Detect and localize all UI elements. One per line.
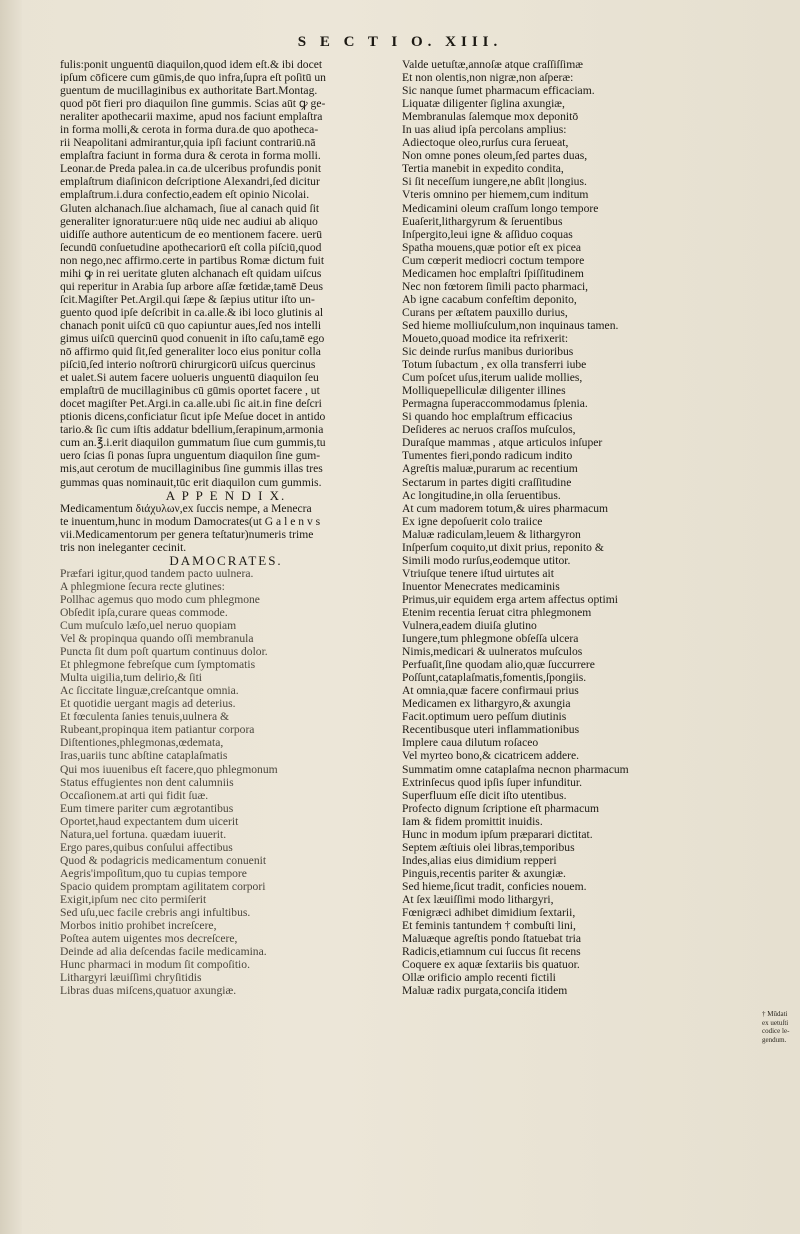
margin-note-line: † Mūdati (762, 1010, 788, 1018)
text-line: ptionis dicens,conficiatur ſicut ipſe Meſue docet in antido (60, 410, 326, 424)
text-line: guento quod ipſe deſcribit in ca.alle.& ibi loco glutinis al (60, 305, 324, 319)
text-line: uidiſſe authore autenticum de eo mentionem facere. uerū (60, 227, 323, 241)
binding-edge (0, 0, 22, 1234)
text-line: generaliter ignoratur:uere nūq uide nec audiui ab aliquo (60, 214, 318, 228)
poem-line: Si quando hoc emplaſtrum efficacius (402, 410, 573, 424)
poem-line: Non omne pones oleum,ſed partes duas, (402, 149, 588, 163)
poem-line: Puncta ſit dum poſt quartum continuus dolor. (60, 645, 268, 659)
text-line: piſciū,ſed interio noſtrorū chirurgicorū uiſcus quercinus (60, 358, 316, 372)
poem-line: Tumentes fieri,pondo radicum indito (402, 449, 573, 463)
poem-line: Liquatæ diligenter ſiglina axungiæ, (402, 97, 565, 111)
poem-line: Perfuaſit,ſine quodam alio,quæ ſuccurrere (402, 658, 595, 672)
poem-line: At omnia,quæ facere confirmaui prius (402, 684, 579, 698)
poem-line: Sic nanque ſumet pharmacum efficaciam. (402, 84, 595, 98)
text-line: rii Neapolitani admirantur,quia ipſi faciunt contrariū.nā (60, 136, 316, 150)
poem-line: Duraſque mammas , atque articulos inſuper (402, 436, 603, 450)
poem-line: Recentibusque uteri inflammationibus (402, 723, 580, 737)
poem-line: Occaſionem.at arti qui fidit ſuæ. (60, 788, 209, 802)
appendix-line: vii.Medicamentorum per genera teſtatur)numeris trime (60, 527, 314, 541)
text-line: ipſum cōficere cum gūmis,de quo infra,ſupra eſt poſitū un (60, 71, 326, 85)
text-line: et ualet.Si autem facere uolueris unguentū diaquilon ſeu (60, 371, 319, 385)
text-line: qui reperitur in Arabia ſup arbore aſſæ fœtidæ,tamē Deus (60, 279, 324, 293)
poem-line: Euaſerit,lithargyrum & ſeruentibus (402, 214, 563, 228)
poem-line: Nec non fœtorem ſimili pacto pharmaci, (402, 279, 589, 293)
poem-line: Rubeant,propinqua item patiantur corpora (60, 723, 255, 737)
poem-line: Implere caua dilutum roſaceo (402, 736, 539, 750)
poem-line: At ſex læuiſſimi modo lithargyri, (402, 893, 554, 906)
damocrates-heading: DAMOCRATES. (169, 553, 283, 567)
poem-line: Quod & podagricis medicamentum conuenit (60, 853, 267, 867)
poem-line: Libras duas miſcens,quatuor axungiæ. (60, 984, 237, 998)
poem-line: Cum muſculo læſo,uel neruo quopiam (60, 619, 237, 633)
poem-line: Sic deinde rurſus manibus durioribus (402, 345, 574, 359)
poem-line: Poſſunt,cataplaſmatis,fomentis,ſpongiis. (402, 671, 587, 685)
left-column (60, 58, 392, 997)
poem-line: At cum madorem totum,& uires pharmacum (402, 501, 609, 515)
poem-line: Fœnigræci adhibet dimidium ſextarii, (402, 906, 576, 920)
poem-line: Radicis,etiamnum cui ſuccus ſit recens (402, 945, 581, 959)
poem-line: Molliquepelliculæ diligenter illines (402, 384, 566, 398)
poem-line: Spacio quidem promptam agilitatem corpori (60, 879, 266, 893)
poem-line: Permagna ſuperaccommodamus ſplenia. (402, 397, 588, 411)
right-column-text (402, 58, 760, 997)
poem-line: Eum timere pariter cum ægrotantibus (60, 801, 234, 815)
poem-line: Summatim omne cataplaſma necnon pharmacum (402, 762, 629, 776)
poem-line: Hunc in modum ipſum præparari dictitat. (402, 827, 593, 841)
poem-line: Profecto dignum ſcriptione eſt pharmacum (402, 801, 600, 815)
poem-line: A phlegmione ſecura recte glutines: (60, 579, 225, 593)
poem-line: Medicamini oleum craſſum longo tempore (402, 201, 599, 215)
margin-note (762, 1010, 800, 1044)
poem-line: Aegris'impoſitum,quo tu cupias tempore (60, 866, 247, 880)
poem-line: Pinguis,recentis pariter & axungiæ. (402, 866, 566, 880)
poem-line: Qui mos iuuenibus eſt facere,quo phlegmonum (60, 762, 278, 776)
poem-line: Ergo pares,quibus conſului affectibus (60, 840, 233, 854)
poem-line: Deinde ad alia deſcendas facile medicamina. (60, 945, 267, 959)
poem-line: Coquere ex aquæ ſextariis bis quatuor. (402, 958, 580, 972)
running-head: S E C T I O. XIII. (297, 34, 503, 50)
poem-line: Pollhac agemus quo modo cum phlegmone (60, 592, 260, 606)
poem-line: Vel & propinqua quando oſſi membranula (60, 632, 254, 646)
poem-line: Ab igne cacabum confeſtim deponito, (402, 292, 577, 306)
poem-line: Etenim recentia ſeruat citra phlegmonem (402, 605, 592, 619)
poem-line: Nimis,medicari & uulneratos muſculos (402, 645, 583, 659)
poem-line: Tertia manebit in expedito condita, (402, 162, 564, 176)
text-line: quod pōt fieri pro diaquilon ſine gummis. Scias aūt ꝙ ge- (60, 97, 326, 111)
text-line: nō affirmo quid ſit,ſed generaliter loco eius ponitur colla (60, 345, 321, 359)
poem-line: Facit.optimum uero peſſum diutinis (402, 710, 567, 724)
text-line: emplaſtrum.i.dura confectio,eadem eſt opinio Nicolai. (60, 188, 310, 202)
poem-line: Et fœculenta ſanies tenuis,uulnera & (60, 710, 230, 724)
poem-line: Inuentor Menecrates medicaminis (402, 579, 560, 593)
text-line: non nego,nec affirmo.certe in partibus Romæ dictum fuit (60, 253, 325, 267)
text-line: Gluten alchanach.ſiue alchamach, ſiue al canach quid ſit (60, 201, 320, 215)
poem-line: Et phlegmone febreſque cum ſymptomatis (60, 658, 256, 672)
poem-line: Inſperſum coquito,ut dixit prius, reponito & (402, 540, 604, 554)
text-line: guentum de mucillaginibus ex authoritate Bart.Montag. (60, 84, 318, 98)
poem-line: Et non olentis,non nigræ,non aſperæ: (402, 71, 574, 85)
margin-note-line: ex uetuſti (762, 1018, 789, 1027)
poem-line: Præfari igitur,quod tandem pacto uulnera. (60, 566, 254, 580)
poem-line: Membranulas ſalemque mox deponitō (402, 110, 579, 124)
poem-line: Primus,uir equidem erga artem affectus optimi (402, 592, 618, 606)
text-line: ſecundū conſuetudine apothecariorū eſt colla piſciū,quod (60, 240, 322, 254)
poem-line: Vtriuſque tenere iſtud uirtutes ait (402, 566, 554, 580)
left-column-text (60, 58, 392, 489)
poem-line: Vulnera,eadem diuiſa glutino (402, 619, 537, 633)
text-line: fulis:ponit unguentū diaquilon,quod idem eſt.& ibi docet (60, 58, 323, 71)
poem-line: Spatha mouens,quæ potior eſt ex picea (402, 240, 582, 254)
text-line: chanach ponit uiſcū cū quo capiuntur aues,ſed nos intelli (60, 318, 322, 332)
appendix-text (60, 502, 392, 554)
poem-line: Et feminis tantundem † combuſti lini, (402, 919, 576, 933)
poem-line: Si ſit neceſſum iungere,ne abſit |longius. (402, 175, 587, 189)
appendix-line: tris non ineleganter cecinit. (60, 540, 187, 554)
poem-line: Diſtentiones,phlegmonas,œdemata, (60, 736, 224, 750)
text-line: mis,aut cerotum de mucillaginibus ſine gummis illas tres (60, 462, 323, 476)
appendix-line: te inuentum,hunc in modum Damocrates(ut G a l e n v s (60, 514, 321, 528)
appendix-heading: A P P E N D I X. (165, 488, 287, 502)
poem-line: Iungere,tum phlegmone obſeſſa ulcera (402, 632, 579, 646)
poem-line: Ollæ orificio amplo recenti fictili (402, 971, 556, 985)
poem-line: Superfluum eſſe dicit iſto utentibus. (402, 788, 567, 802)
poem-line: Sed hieme molliuſculum,non inquinaus tamen. (402, 318, 619, 332)
poem-line: Vteris omnino per hiemem,cum inditum (402, 188, 589, 202)
poem-line: Sectarum in partes digiti craſſitudine (402, 475, 572, 489)
text-line: ſcit.Magiſter Pet.Argil.qui ſæpe & ſæpius utitur iſto un- (60, 292, 315, 306)
poem-line: Sed hieme,ſicut tradit, conficies nouem. (402, 879, 587, 893)
text-line: docet magiſter Pet.Argi.in ca.alle.ubi ſic ait.in fine deſcri (60, 397, 322, 411)
text-line: emplaſtrum diaſinicon deſcriptione Alexandri,ſed dicitur (60, 175, 320, 189)
text-line: emplaſtra faciunt in forma dura & cerota in forma molli. (60, 149, 321, 163)
right-column (402, 58, 760, 997)
poem-line: Extrinſecus quod ipſis ſuper infunditur. (402, 775, 583, 789)
margin-note-line: codice le- (762, 1027, 790, 1035)
text-line: gummas quas nominauit,tūc erit diaquilon cum gummis. (60, 475, 322, 489)
poem-line: In uas aliud ipſa percolans amplius: (402, 123, 567, 137)
poem-line: Hunc pharmaci in modum ſit compoſitio. (60, 958, 250, 972)
text-line: emplaſtrū de mucillaginibus cū gūmis oportet facere , ut (60, 384, 320, 398)
poem-line: Deſideres ac neruos craſſos muſculos, (402, 423, 576, 437)
poem-line: Agreſtis maluæ,purarum ac recentium (402, 462, 578, 476)
poem-line: Iam & fidem promittit inuidis. (402, 814, 543, 828)
poem-line: Oportet,haud expectantem dum uicerit (60, 814, 239, 828)
text-line: gimus uiſcū quercinū quod conuenit in iſto caſu,tamē ego (60, 331, 325, 345)
poem-line: Ac longitudine,in olla ſeruentibus. (402, 488, 561, 502)
poem-line: Curans per æſtatem pauxillo durius, (402, 305, 568, 319)
poem-line: Cum poſcet uſus,iterum ualide mollies, (402, 371, 583, 385)
poem-line: Maluæ radix purgata,conciſa itidem (402, 984, 568, 998)
poem-line: Poſtea autem uigentes mos decreſcere, (60, 932, 238, 946)
poem-line: Vel myrteo bono,& cicatricem addere. (402, 749, 580, 763)
poem-line: Status effugientes non dent calumniis (60, 775, 234, 789)
text-line: tario.& ſic cum iſtis addatur bdellium,ſerapinum,armonia (60, 423, 324, 437)
poem-line: Medicamen ex lithargyro,& axungia (402, 697, 571, 711)
poem-line: Obſedit ipſa,curare queas commode. (60, 605, 228, 619)
poem-line: Cum cœperit mediocri coctum tempore (402, 253, 585, 267)
poem-line: Morbos initio prohibet increſcere, (60, 919, 217, 933)
damocrates-poem (60, 567, 392, 998)
poem-line: Totum ſubactum , ex olla transferri iube (402, 358, 587, 372)
poem-line: Lithargyri læuiſſimi chryſitidis (60, 971, 202, 985)
poem-line: Adiectoque oleo,rurſus cura ſerueat, (402, 136, 569, 150)
poem-line: Exigit,ipſum nec cito permiſerit (60, 893, 207, 906)
poem-line: Septem æſtiuis olei libras,temporibus (402, 840, 575, 854)
margin-note-line: gendum. (762, 1035, 787, 1044)
poem-line: Moueto,quoad modice ita refrixerit: (402, 331, 569, 345)
poem-line: Ac ſiccitate linguæ,creſcantque omnia. (60, 684, 239, 698)
poem-line: Ex igne depoſuerit colo traiice (402, 514, 543, 528)
poem-line: Inſpergito,leui igne & aſſiduo coquas (402, 227, 573, 241)
appendix-line: Medicamentum διάχυλων,ex ſuccis nempe, a Menecra (60, 501, 312, 515)
poem-line: Indes,alias eius dimidium repperi (402, 853, 557, 867)
text-line: in forma molli,& cerota in forma dura.de quo apotheca- (60, 123, 319, 137)
text-line: cum an.℥.i.erit diaquilon gummatum ſiue cum gummis,tu (60, 436, 326, 450)
text-line: neraliter apothecarii maxime, apud nos faciunt emplaſtra (60, 110, 323, 124)
poem-line: Natura,uel fortuna. quædam iuuerit. (60, 827, 227, 841)
poem-line: Medicamen hoc emplaſtri ſpiſſitudinem (402, 266, 584, 280)
text-line: Leonar.de Preda palea.in ca.de ulceribus profundis ponit (60, 162, 322, 176)
poem-line: Maluæque agreſtis pondo ſtatuebat tria (402, 932, 582, 946)
text-line: uero ſcias ſi ponas ſupra unguentum diaquilon ſine gum- (60, 449, 321, 463)
poem-line: Iras,uariis tunc abſtine cataplaſmatis (60, 749, 228, 763)
poem-line: Maluæ radiculam,leuem & lithargyron (402, 527, 581, 541)
poem-line: Multa uigilia,tum delirio,& ſiti (60, 671, 203, 685)
text-line: mihi ꝙ in rei ueritate gluten alchanach eſt quidam uiſcus (60, 266, 322, 280)
poem-line: Valde uetuſtæ,annoſæ atque craſſiſſimæ (402, 58, 583, 71)
poem-line: Sed uſu,uec facile crebris angi infultibus. (60, 906, 251, 920)
poem-line: Simili modo rurſus,eodemque utitor. (402, 553, 571, 567)
poem-line: Et quotidie uergant magis ad deterius. (60, 697, 236, 711)
